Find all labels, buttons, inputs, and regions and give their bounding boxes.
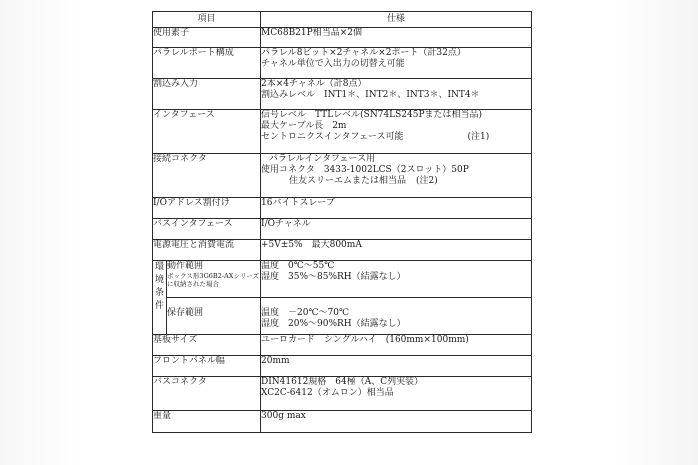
value-line: 使用コネクタ 3433-1002LCS（2スロット）50P — [261, 165, 469, 175]
row-label: パラレルポート構成 — [153, 48, 261, 79]
env-group-char: 条 — [154, 288, 164, 298]
row-value — [261, 28, 532, 48]
row-value — [261, 411, 532, 433]
row-label: 重量 — [153, 411, 261, 433]
value-line: パラレル8ビット×2チャネル×2ポート（計32点） — [261, 48, 466, 58]
env-row-operating — [153, 261, 532, 298]
row-value — [261, 79, 532, 110]
value-line: 最大ケーブル長 2m — [261, 121, 347, 131]
value-line: 湿度 35%～85%RH（結露なし） — [261, 272, 406, 282]
table-row — [153, 28, 532, 48]
row-value — [261, 298, 532, 335]
row-label: 電源電圧と消費電流 — [153, 240, 261, 261]
value-line: 300g max — [261, 411, 306, 421]
env-operating-note: ボックス形3G6B2-AXシリーズに収納された場合 — [167, 272, 260, 288]
value-line: 湿度 20%～90%RH（結露なし） — [261, 319, 406, 329]
value-line: 16バイトスレーブ — [261, 198, 335, 208]
value-line: +5V±5% 最大800mA — [261, 240, 362, 250]
env-row-storage — [153, 298, 532, 335]
value-line: I/Oチャネル — [261, 219, 311, 229]
header-item: 項目 — [153, 12, 261, 28]
row-value — [261, 377, 532, 411]
header-row — [153, 12, 532, 28]
value-line: DIN41612規格 64極（A、C列実装） — [261, 377, 424, 387]
value-line — [261, 176, 531, 187]
value-line: XC2C-6412（オムロン）相当品 — [261, 388, 394, 398]
row-value — [261, 48, 532, 79]
row-value — [261, 335, 532, 356]
row-label: インタフェース — [153, 110, 261, 154]
row-label: バスインタフェース — [153, 219, 261, 240]
table-row — [153, 48, 532, 79]
value-line: ユーロカード シングルハイ (160mm×100mm) — [261, 335, 469, 345]
table-row — [153, 377, 532, 411]
row-label: 割込み入力 — [153, 79, 261, 110]
env-group-char: 境 — [154, 275, 164, 285]
row-label: 接続コネクタ — [153, 154, 261, 198]
table-row — [153, 356, 532, 377]
header-spec: 仕様 — [261, 12, 532, 28]
env-group-char: 件 — [154, 301, 164, 311]
row-label: フロントパネル幅 — [153, 356, 261, 377]
env-storage-cell — [167, 298, 261, 335]
row-value — [261, 198, 532, 219]
footnote-ref: (注1) — [467, 132, 490, 142]
row-value — [261, 110, 532, 154]
row-value — [261, 219, 532, 240]
value-line: 温度 －20℃～70℃ — [261, 308, 350, 318]
table-row — [153, 411, 532, 433]
footnote-ref: (注2) — [416, 176, 438, 186]
row-value — [261, 261, 532, 298]
env-operating-label: 動作範囲 — [167, 261, 204, 271]
row-value — [261, 154, 532, 198]
value-line: 温度 0℃～55℃ — [261, 261, 335, 271]
value-line: MC68B21P相当品×2個 — [261, 28, 362, 38]
value-line: 信号レベル TTLレベル(SN74LS245Pまたは相当品) — [261, 110, 483, 120]
value-line: 2本×4チャネル（計8点） — [261, 79, 367, 89]
env-group-char: 環 — [154, 262, 164, 272]
value-line: 割込みレベル INT1＊、INT2＊、INT3＊、INT4＊ — [261, 90, 480, 100]
row-label: バスコネクタ — [153, 377, 261, 411]
table-row — [153, 240, 532, 261]
value-line: パラレルインタフェース用 — [269, 154, 376, 164]
value-line — [261, 132, 531, 143]
table-row — [153, 198, 532, 219]
row-label: 使用素子 — [153, 28, 261, 48]
table-row — [153, 219, 532, 240]
value-text: セントロニクスインタフェース可能 — [261, 132, 404, 142]
env-group-text — [153, 261, 166, 313]
value-line: チャネル単位で入出力の切替え可能 — [261, 59, 405, 69]
row-value — [261, 356, 532, 377]
row-label: 基板サイズ — [153, 335, 261, 356]
spec-table — [152, 11, 532, 433]
env-storage-label: 保存範囲 — [167, 308, 204, 318]
table-row — [153, 110, 532, 154]
value-line: 20mm — [261, 356, 290, 366]
table-row — [153, 154, 532, 198]
table-row — [153, 335, 532, 356]
row-label: I/Oアドレス割付け — [153, 198, 261, 219]
table-row — [153, 79, 532, 110]
value-text: 住友スリーエムまたは相当品 — [289, 176, 407, 186]
row-value — [261, 240, 532, 261]
env-operating-cell — [167, 261, 261, 298]
env-group-label — [153, 261, 167, 335]
